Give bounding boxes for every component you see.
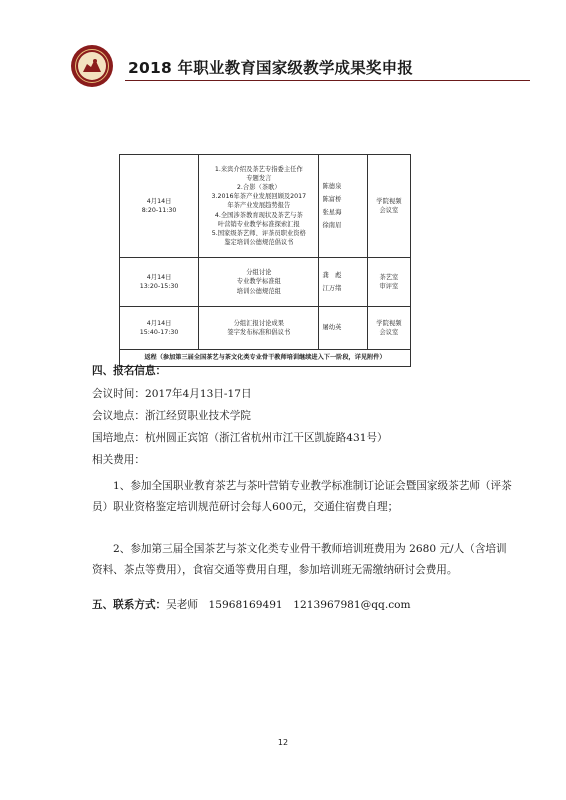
schedule-content-line: 1.来宾介绍及茶艺专指委主任作 (214, 165, 303, 173)
schedule-place: 会议室 (379, 207, 399, 214)
schedule-place: 会议室 (379, 329, 399, 336)
schedule-time: 15:40-17:30 (139, 329, 179, 336)
schedule-time-cell (120, 258, 199, 307)
schedule-person: 陈富桥 (322, 195, 342, 203)
section-4-title: 四、报名信息： (92, 365, 167, 377)
meeting-time: 会议时间：2017年4月13日-17日 (92, 388, 252, 400)
schedule-row (120, 307, 411, 350)
schedule-person: 江万绪 (322, 285, 342, 292)
schedule-date: 4月14日 (146, 319, 172, 327)
header-divider (125, 80, 530, 81)
schedule-person: 徐南眉 (322, 222, 342, 230)
fee-item-2: 2、参加第三届全国茶艺与茶文化类专业骨干教师培训班费用为 2680 元/人（含培训资料、茶点等费用），食宿交通等费用自理，参加培训班无需缴纳研讨会费用。 (92, 543, 507, 576)
schedule-date: 4月14日 (146, 197, 172, 205)
schedule-content-line: 2.合影（茶歌） (236, 184, 281, 192)
schedule-content-line: 分组汇报讨论成果 (233, 319, 284, 327)
page-title: 2018 年职业教育国家级教学成果奖申报 (128, 59, 414, 77)
page-number: 12 (277, 738, 289, 747)
schedule-content-line: 鉴定培训公德规范倡议书 (224, 238, 294, 246)
schedule-place-cell (367, 258, 410, 307)
schedule-person: 龚 彪 (322, 271, 342, 279)
related-fees-label: 相关费用： (92, 454, 145, 466)
schedule-place-cell (367, 307, 410, 350)
schedule-content-line: 叶营销专业教学标准探索汇报 (217, 220, 300, 228)
schedule-time: 13:20-15:30 (139, 283, 179, 290)
schedule-person-cell (319, 258, 367, 307)
contact-info: 吴老师 15968169491 1213967981@qq.com (166, 599, 411, 611)
schedule-date: 4月14日 (146, 273, 172, 281)
schedule-content-line: 签字发布标准和倡议书 (227, 329, 291, 336)
school-logo-seal-icon (70, 44, 114, 88)
schedule-table (119, 154, 411, 367)
schedule-content-line: 5.国家级茶艺师、评茶员职业资格 (211, 229, 306, 237)
schedule-person: 陈德泉 (322, 182, 342, 190)
schedule-content-line: 专题发言 (246, 175, 272, 183)
schedule-time-cell (120, 155, 199, 258)
schedule-person-cell (319, 307, 367, 350)
schedule-place: 学院视频 (376, 319, 402, 327)
schedule-place: 审评室 (379, 283, 399, 290)
schedule-content-line: 3.2016年茶产业发展回顾及2017 (211, 193, 307, 201)
fee-item-1: 1、参加全国职业教育茶艺与茶叶营销专业教学标准制订论证会暨国家级茶艺师（评茶员）职业资格鉴定培训规范研讨会每人600元，交通住宿费自理； (92, 480, 512, 513)
schedule-time-cell (120, 307, 199, 350)
page-header (70, 44, 530, 90)
schedule-time: 8:20-11:30 (141, 207, 177, 214)
schedule-content-line: 4.全国涉茶教育现状及茶艺与茶 (214, 211, 303, 219)
section-5-title: 五、联系方式： (92, 599, 167, 611)
training-place: 国培地点：杭州圆正宾馆（浙江省杭州市江干区凯旋路431号） (92, 432, 388, 444)
schedule-content-line: 分组讨论 (246, 269, 272, 277)
schedule-place: 茶艺室 (379, 273, 399, 281)
schedule-content-cell (199, 155, 319, 258)
schedule-content-line: 培训公德规范组 (236, 287, 281, 295)
schedule-person: 屠幼英 (322, 324, 342, 332)
schedule-person: 张星海 (322, 209, 342, 216)
schedule-row (120, 258, 411, 307)
schedule-content-cell (199, 307, 319, 350)
schedule-content-cell (199, 258, 319, 307)
schedule-row (120, 155, 411, 258)
schedule-place: 学院视频 (376, 197, 402, 205)
schedule-place-cell (367, 155, 410, 258)
schedule-content-line: 专业教学标准组 (236, 278, 281, 286)
meeting-place: 会议地点：浙江经贸职业技术学院 (92, 410, 251, 422)
contact-line (92, 598, 512, 612)
schedule-content-line: 年茶产业发展趋势报告 (227, 202, 291, 210)
schedule-person-cell (319, 155, 367, 258)
schedule-footer: 返程（参加第三届全国茶艺与茶文化类专业骨干教师培训继续进入下一阶段，详见附件） (120, 350, 411, 367)
